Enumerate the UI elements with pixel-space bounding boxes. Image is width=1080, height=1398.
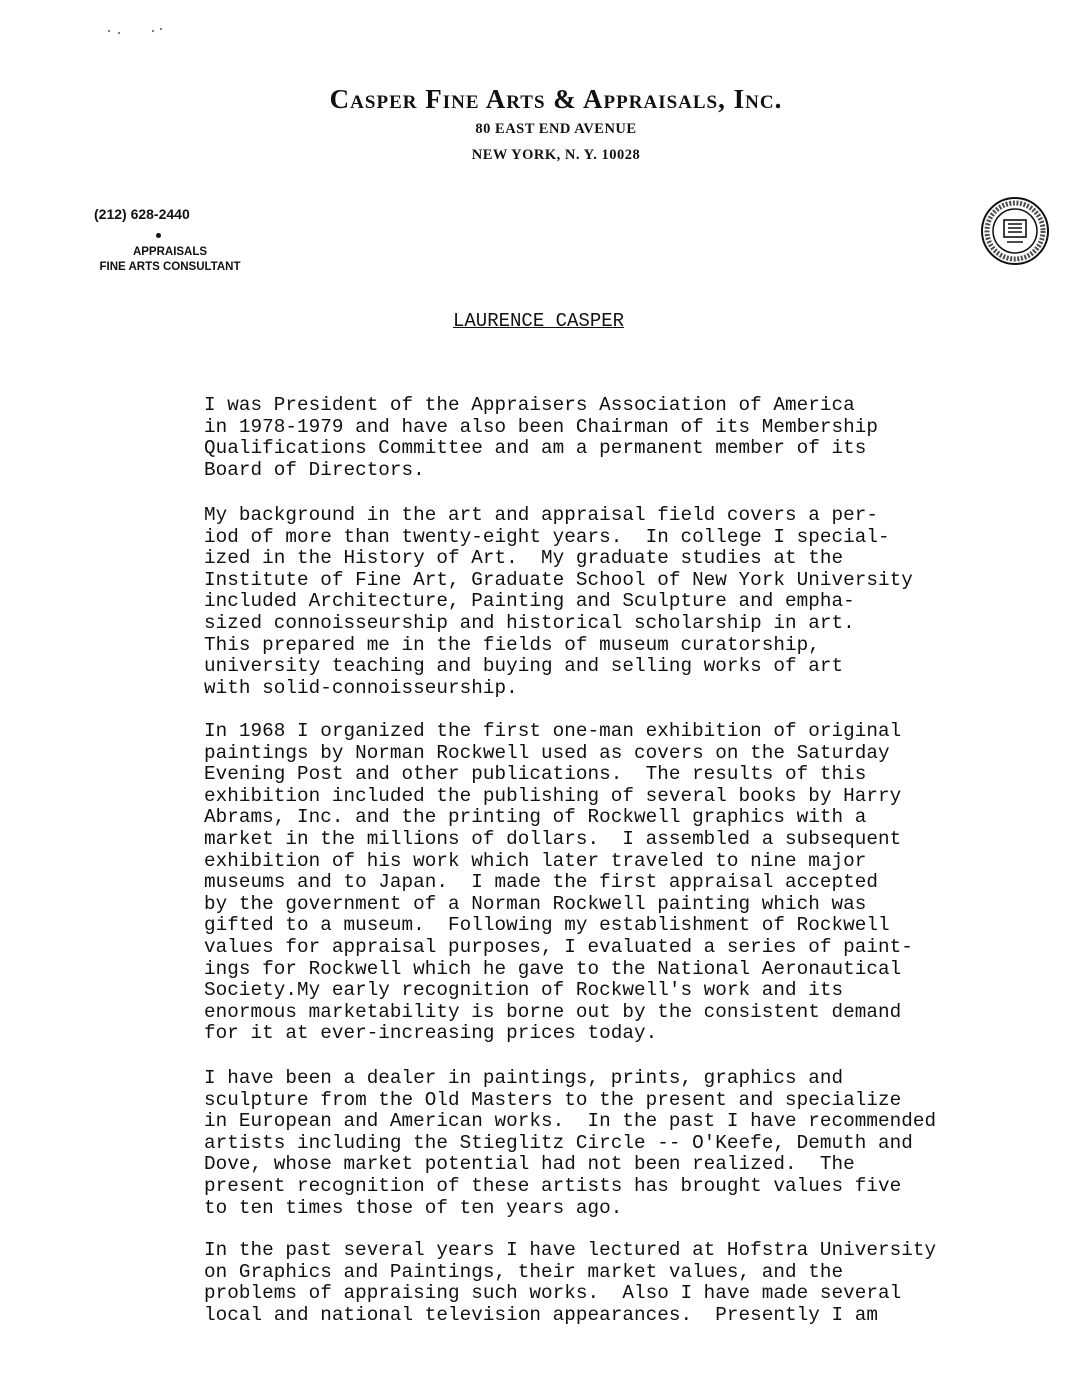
- text-line: Society.My early recognition of Rockwell's work and its: [204, 979, 844, 1002]
- text-line: present recognition of these artists has brought values five: [204, 1174, 902, 1197]
- text-line: sculpture from the Old Masters to the present and specialize: [204, 1088, 902, 1111]
- service-consultant: FINE ARTS CONSULTANT: [99, 261, 241, 273]
- text-line: My background in the art and appraisal field covers a per-: [204, 504, 878, 526]
- scan-speck: [118, 32, 120, 34]
- text-line: on Graphics and Paintings, their market values, and the: [204, 1260, 844, 1283]
- text-line: local and national television appearances. Presently I am: [204, 1303, 878, 1326]
- association-seal-icon: [980, 196, 1050, 266]
- text-line: university teaching and buying and selling works of art: [204, 655, 844, 678]
- text-line: Qualifications Committee and am a permanent member of its: [204, 437, 867, 460]
- text-line: This prepared me in the fields of museum curatorship,: [204, 633, 820, 656]
- bullet-dot: [156, 233, 161, 238]
- paragraph-1: [204, 395, 878, 481]
- paragraph-2: [204, 505, 913, 699]
- text-line: Dove, whose market potential had not been realized. The: [204, 1153, 855, 1176]
- text-line: exhibition included the publishing of several books by Harry: [204, 784, 902, 807]
- text-line: Abrams, Inc. and the printing of Rockwell graphics with a: [204, 806, 867, 829]
- text-line: Evening Post and other publications. The results of this: [204, 763, 867, 786]
- text-line: museums and to Japan. I made the first appraisal accepted: [204, 871, 878, 894]
- scan-speck: [108, 30, 110, 32]
- scan-speck: [152, 30, 154, 32]
- paragraph-4: [204, 1068, 936, 1219]
- service-appraisals: APPRAISALS: [132, 246, 208, 258]
- street-address: 80 EAST END AVENUE: [475, 121, 637, 137]
- text-line: market in the millions of dollars. I assembled a subsequent: [204, 827, 902, 850]
- text-line: artists including the Stieglitz Circle -- O'Keefe, Demuth and: [204, 1131, 913, 1154]
- text-line: iod of more than twenty-eight years. In college I special-: [204, 525, 890, 548]
- city-address: NEW YORK, N. Y. 10028: [471, 147, 641, 163]
- text-line: ings for Rockwell which he gave to the National Aeronautical: [204, 957, 902, 980]
- text-line: by the government of a Norman Rockwell painting which was: [204, 892, 867, 915]
- text-line: sized connoisseurship and historical scholarship in art.: [204, 611, 855, 634]
- text-line: In 1968 I organized the first one-man exhibition of original: [204, 720, 902, 742]
- text-line: for it at ever-increasing prices today.: [204, 1022, 658, 1045]
- text-line: values for appraisal purposes, I evaluated a series of paint-: [204, 935, 913, 958]
- text-line: problems of appraising such works. Also I have made several: [204, 1282, 902, 1305]
- person-heading: LAURENCE CASPER: [453, 310, 625, 332]
- text-line: I was President of the Appraisers Association of America: [204, 394, 855, 416]
- scan-speck: [160, 28, 162, 30]
- company-name: Casper Fine Arts & Appraisals, Inc.: [329, 84, 783, 114]
- text-line: in 1978-1979 and have also been Chairman of its Membership: [204, 415, 878, 438]
- text-line: enormous marketability is borne out by the consistent demand: [204, 1000, 902, 1023]
- text-line: paintings by Norman Rockwell used as covers on the Saturday: [204, 741, 890, 764]
- text-line: gifted to a museum. Following my establishment of Rockwell: [204, 914, 890, 937]
- text-line: I have been a dealer in paintings, prints, graphics and: [204, 1067, 844, 1089]
- text-line: Board of Directors.: [204, 458, 425, 481]
- paragraph-3: [204, 721, 913, 1045]
- text-line: exhibition of his work which later traveled to nine major: [204, 849, 867, 872]
- phone-number: (212) 628-2440: [94, 206, 190, 222]
- text-line: in European and American works. In the past I have recommended: [204, 1110, 937, 1133]
- text-line: ized in the History of Art. My graduate studies at the: [204, 547, 844, 570]
- text-line: with solid-connoisseurship.: [204, 676, 518, 699]
- text-line: In the past several years I have lectured at Hofstra University: [204, 1239, 937, 1261]
- text-line: to ten times those of ten years ago.: [204, 1196, 623, 1219]
- text-line: Institute of Fine Art, Graduate School of New York University: [204, 568, 913, 591]
- text-line: included Architecture, Painting and Sculpture and empha-: [204, 590, 855, 613]
- paragraph-5: [204, 1240, 936, 1326]
